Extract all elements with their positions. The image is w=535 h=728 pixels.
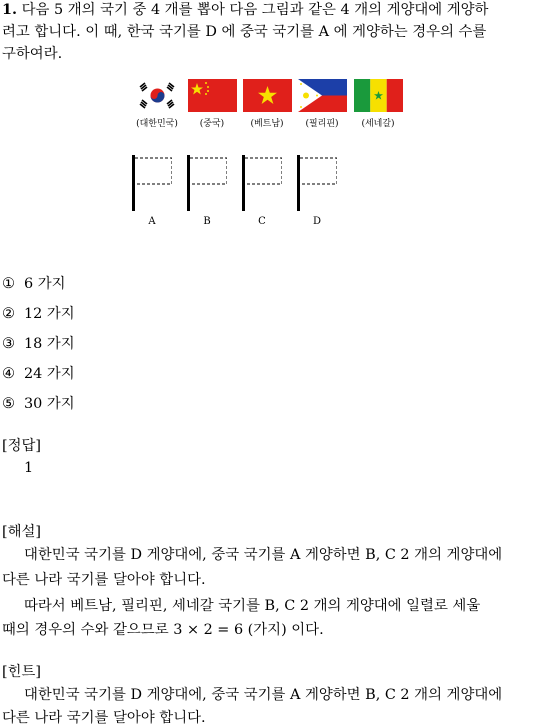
choice-2[interactable] bbox=[2, 304, 75, 324]
explanation-line-4: 때의 경우의 수와 같으므로 3 × 2 = 6 (가지) 이다. bbox=[2, 622, 324, 638]
question-number: 1. bbox=[2, 1, 18, 18]
choice-3-text: 18 가지 bbox=[24, 336, 75, 352]
pole-label-b: B bbox=[203, 216, 211, 227]
explanation-line-1: 대한민국 국기를 D 게양대에, 중국 국기를 A 게양하면 B, C 2 개의 게양대에 bbox=[24, 547, 503, 563]
flag-label-philippines: (필리핀) bbox=[305, 119, 339, 129]
explanation-line-3: 따라서 베트남, 필리핀, 세네갈 국기를 B, C 2 개의 게양대에 일렬로 세울 bbox=[24, 598, 481, 614]
answer-value: 1 bbox=[24, 460, 34, 476]
choice-1[interactable] bbox=[2, 274, 66, 294]
choice-3[interactable] bbox=[2, 334, 75, 354]
pole-a-icon bbox=[130, 155, 172, 211]
pole-label-d: D bbox=[312, 216, 322, 227]
question-line-2: 려고 합니다. 이 때, 한국 국기를 D 에 중국 국기를 A 에 게양하는 경우의 수를 bbox=[2, 24, 487, 40]
pole-label-c: C bbox=[258, 216, 266, 227]
hint-line-2: 다른 나라 국기를 달아야 합니다. bbox=[2, 710, 206, 726]
flag-label-vietnam: (베트남) bbox=[250, 119, 284, 129]
choice-5[interactable] bbox=[2, 394, 75, 414]
korea-flag-icon bbox=[133, 79, 182, 112]
flag-label-senegal: (세네갈) bbox=[361, 119, 395, 129]
choice-1-mark: ① bbox=[2, 276, 15, 292]
pole-d-icon bbox=[295, 155, 337, 211]
vietnam-flag-icon bbox=[243, 79, 292, 112]
choice-1-text: 6 가지 bbox=[24, 276, 66, 292]
choice-5-mark: ⑤ bbox=[2, 396, 15, 412]
choice-5-text: 30 가지 bbox=[24, 396, 75, 412]
choice-3-mark: ③ bbox=[2, 336, 15, 352]
choice-2-text: 12 가지 bbox=[24, 306, 75, 322]
choice-2-mark: ② bbox=[2, 306, 15, 322]
hint-line-1: 대한민국 국기를 D 게양대에, 중국 국기를 A 게양하면 B, C 2 개의 게양대에 bbox=[24, 687, 503, 703]
explanation-line-2: 다른 나라 국기를 달아야 합니다. bbox=[2, 572, 206, 588]
choice-4-text: 24 가지 bbox=[24, 366, 75, 382]
explanation-header: [해설] bbox=[2, 524, 42, 540]
question-line-3: 구하여라. bbox=[2, 46, 63, 62]
answer-header: [정답] bbox=[2, 438, 42, 454]
choice-4-mark: ④ bbox=[2, 366, 15, 382]
pole-b-icon bbox=[185, 155, 227, 211]
question-line-1 bbox=[2, 0, 488, 20]
china-flag-icon bbox=[188, 79, 237, 112]
pole-c-icon bbox=[240, 155, 282, 211]
philippines-flag-icon bbox=[298, 79, 347, 112]
senegal-flag-icon bbox=[354, 79, 403, 112]
flag-label-china: (중국) bbox=[199, 119, 225, 129]
choice-4[interactable] bbox=[2, 364, 75, 384]
pole-label-a: A bbox=[148, 216, 156, 227]
question-text-1: 다음 5 개의 국기 중 4 개를 뽑아 다음 그림과 같은 4 개의 게양대에 게양하 bbox=[21, 2, 489, 18]
hint-header: [힌트] bbox=[2, 664, 42, 680]
flag-label-korea: (대한민국) bbox=[136, 119, 178, 129]
